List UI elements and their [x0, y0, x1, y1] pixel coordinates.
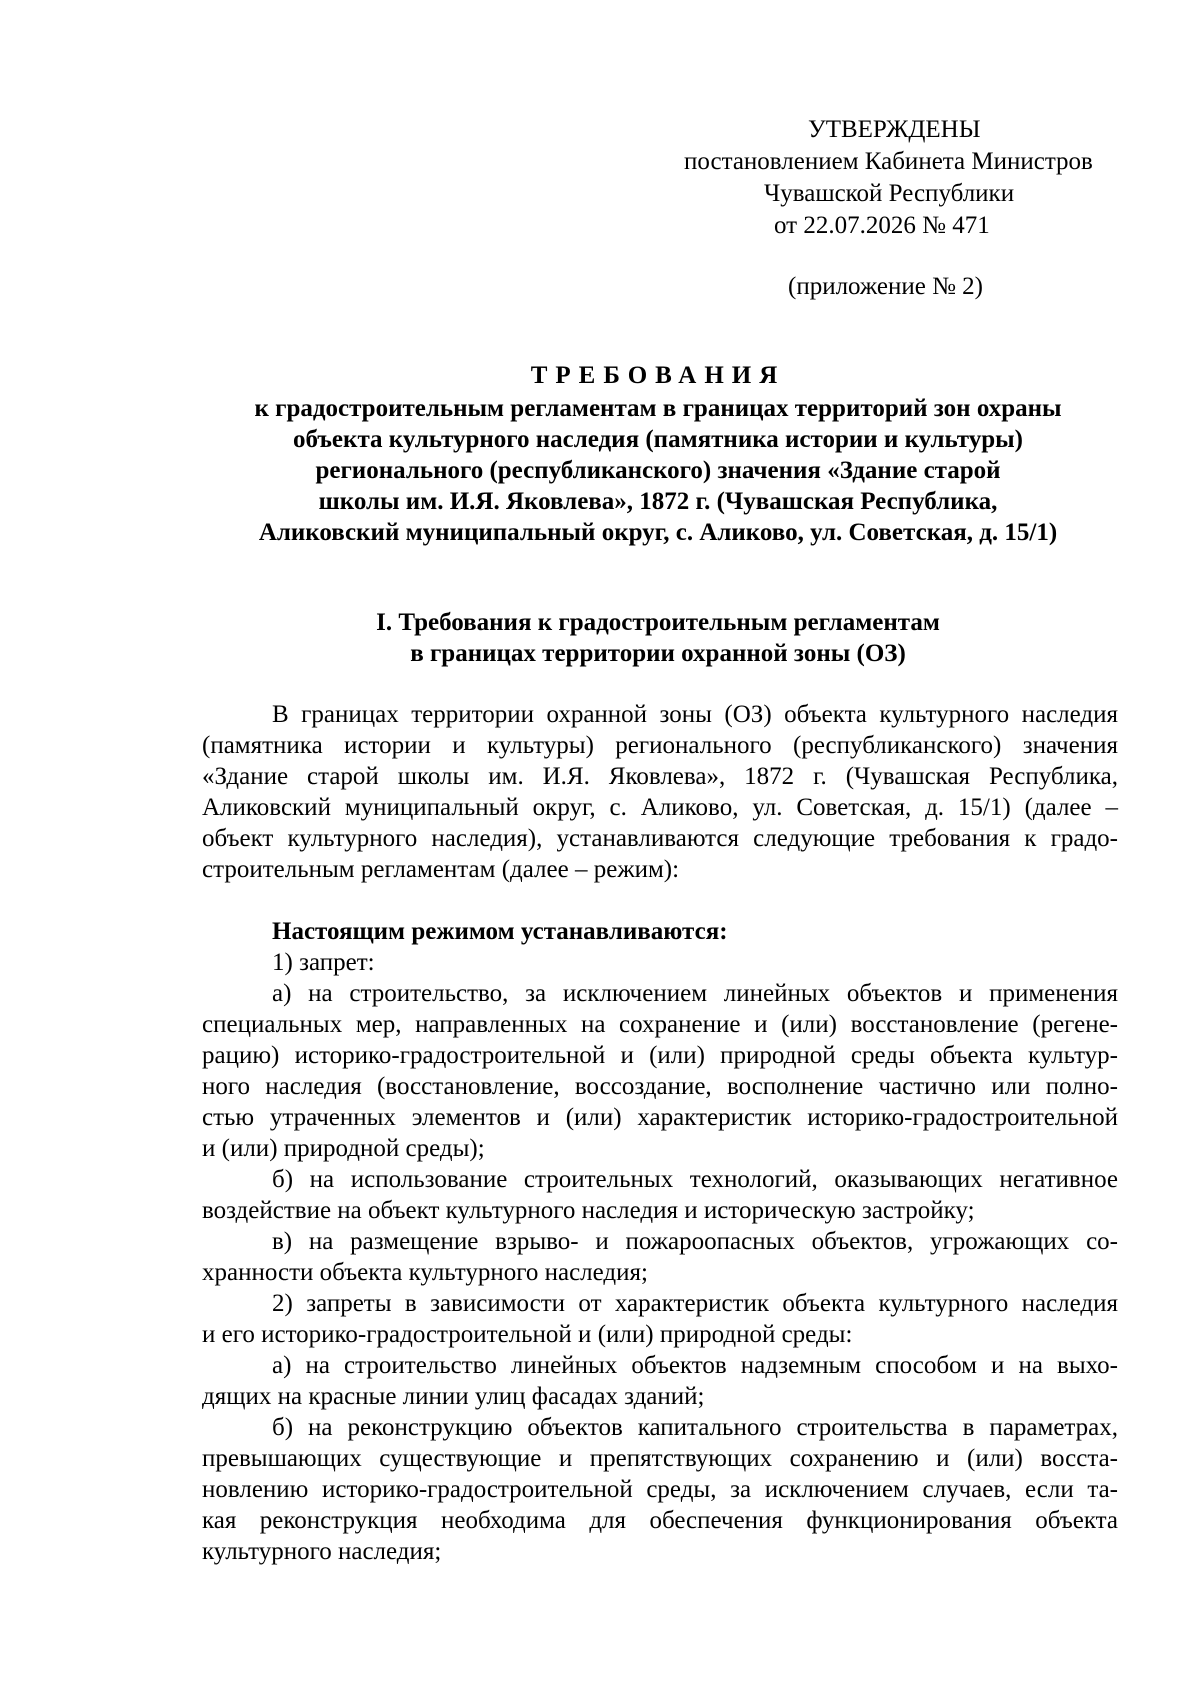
intro-line: «Здание старой школы им. И.Я. Яковлева», 1872 г. (Чувашская Республика,	[202, 763, 1118, 790]
title-line: школы им. И.Я. Яковлева», 1872 г. (Чувашская Республика,	[318, 488, 998, 515]
document-title	[198, 360, 1118, 548]
item-2b-line: культурного наследия;	[202, 1538, 442, 1565]
item-1a-line: специальных мер, направленных на сохранение и (или) восстановление (регене-	[202, 1011, 1118, 1038]
title-line: к градостроительным регламентам в границах территорий зон охраны	[254, 395, 1062, 422]
item-1a-line: ного наследия (восстановление, воссоздание, восполнение частично или полно-	[202, 1073, 1118, 1100]
item-1a-line: и (или) природной среды);	[202, 1135, 485, 1162]
item-1c-line: хранности объекта культурного наследия;	[202, 1259, 648, 1286]
approval-region: Чувашской Республики	[764, 180, 1015, 207]
title-line: объекта культурного наследия (памятника истории и культуры)	[292, 426, 1023, 453]
item-1a-line: рацию) историко-градостроительной и (или) природной среды объекта культур-	[202, 1042, 1118, 1069]
section-heading	[198, 607, 1118, 669]
item-2-line: 2) запреты в зависимости от характеристик объекта культурного наследия	[272, 1290, 1118, 1317]
section-heading-line: в границах территории охранной зоны (ОЗ)	[410, 640, 906, 667]
intro-line: В границах территории охранной зоны (ОЗ) объекта культурного наследия	[272, 701, 1118, 728]
item-2a-line: дящих на красные линии улиц фасадах зданий;	[202, 1383, 705, 1410]
intro-line: (памятника истории и культуры) регионального (республиканского) значения	[202, 732, 1118, 759]
paragraph-gap	[202, 885, 1118, 916]
section-heading-line: I. Требования к градостроительным регламентам	[376, 609, 940, 636]
item-1: 1) запрет:	[272, 949, 375, 976]
title-line: Аликовский муниципальный округ, с. Аликово, ул. Советская, д. 15/1)	[258, 519, 1058, 546]
approval-date-number: от 22.07.2026 № 471	[774, 212, 990, 239]
appendix-label: (приложение № 2)	[788, 273, 984, 300]
item-2b-line: новлению историко-градостроительной среды, за исключением случаев, если та-	[202, 1476, 1118, 1503]
item-1b-line: воздействие на объект культурного наследия и историческую застройку;	[202, 1197, 975, 1224]
regime-heading: Настоящим режимом устанавливаются:	[272, 918, 728, 945]
item-1a-line: а) на строительство, за исключением линейных объектов и применения	[272, 980, 1118, 1007]
item-1b-line: б) на использование строительных технологий, оказывающих негативное	[272, 1166, 1118, 1193]
item-1c-line: в) на размещение взрыво- и пожароопасных объектов, угрожающих со-	[272, 1228, 1118, 1255]
approval-authority: постановлением Кабинета Министров	[684, 148, 1093, 175]
approval-block	[680, 114, 1140, 303]
item-2-line: и его историко-градостроительной и (или) природной среды:	[202, 1321, 853, 1348]
title-heading: ТРЕБОВАНИЯ	[530, 362, 786, 389]
approval-title: УТВЕРЖДЕНЫ	[808, 116, 981, 143]
item-2b-line: б) на реконструкцию объектов капитального строительства в параметрах,	[272, 1414, 1118, 1441]
intro-line: строительным регламентам (далее – режим):	[202, 856, 680, 883]
item-2b-line: превышающих существующие и препятствующих сохранению и (или) восста-	[202, 1445, 1118, 1472]
item-2b-line: кая реконструкция необходима для обеспечения функционирования объекта	[202, 1507, 1118, 1534]
intro-line: Аликовский муниципальный округ, с. Аликово, ул. Советская, д. 15/1) (далее –	[202, 794, 1118, 821]
title-line: регионального (республиканского) значения «Здание старой	[315, 457, 1001, 484]
item-2a-line: а) на строительство линейных объектов надземным способом и на выхо-	[272, 1352, 1118, 1379]
body-text	[202, 699, 1118, 1567]
item-1a-line: стью утраченных элементов и (или) характеристик историко-градостроительной	[202, 1104, 1118, 1131]
intro-line: объект культурного наследия), устанавливаются следующие требования к градо-	[202, 825, 1118, 852]
